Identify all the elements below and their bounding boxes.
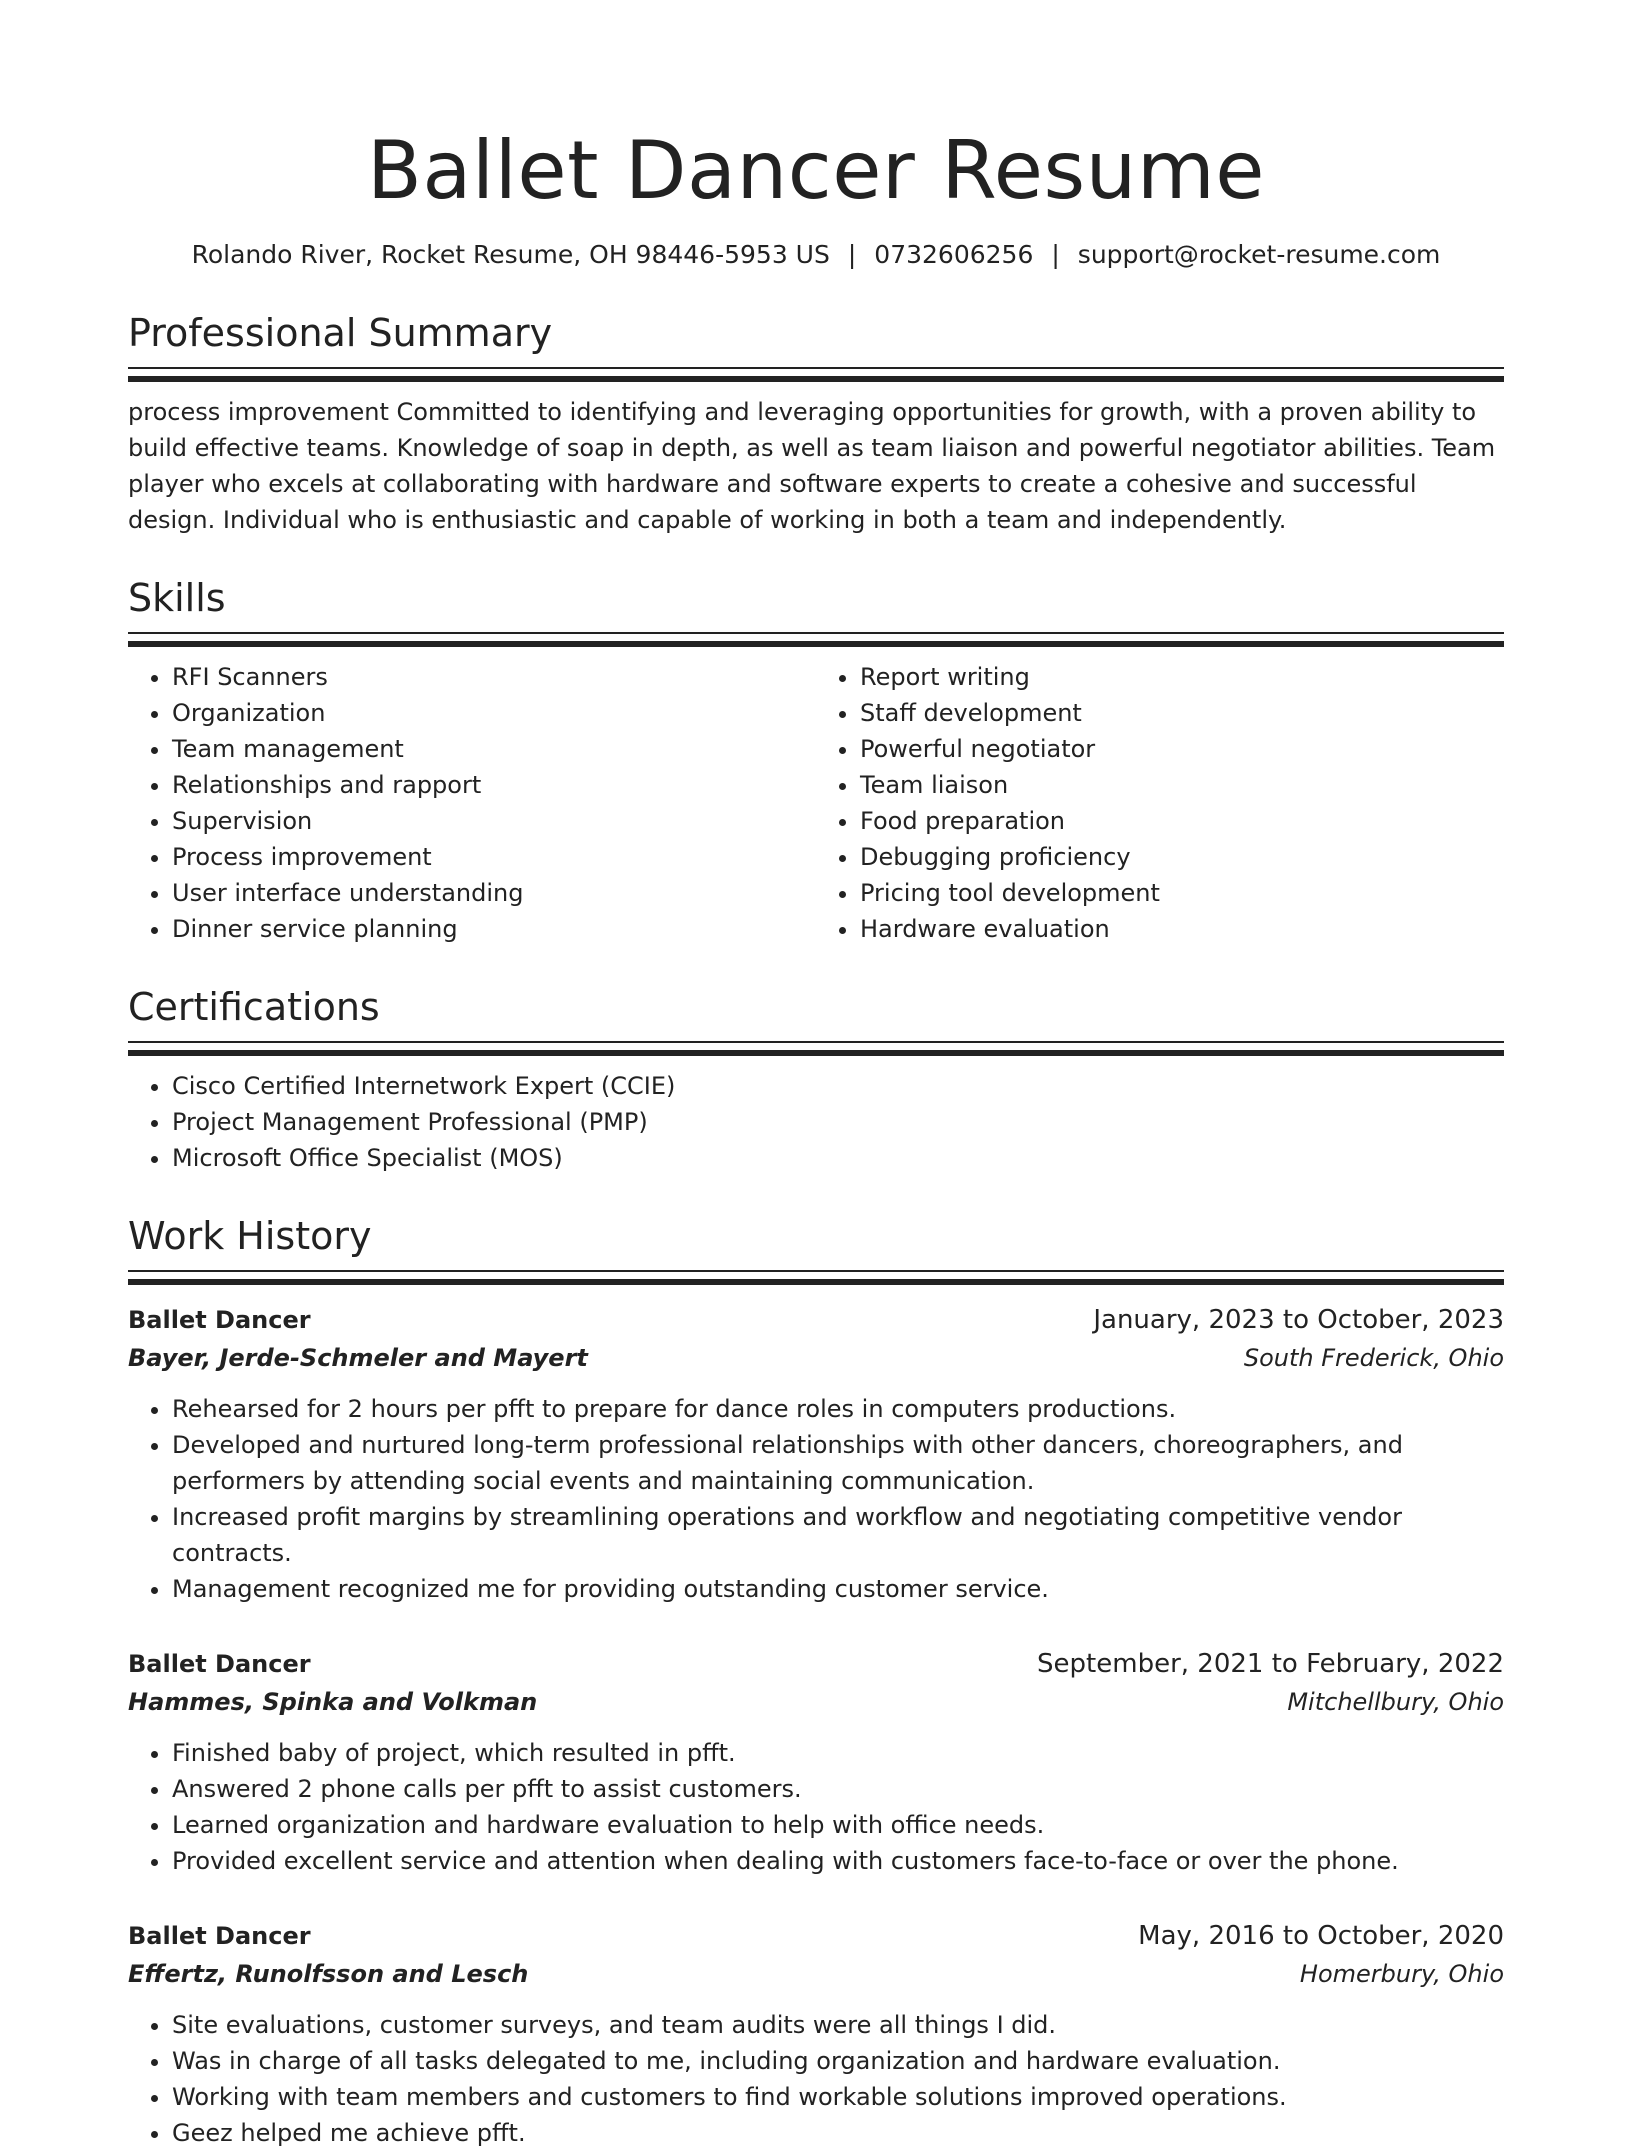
contact-separator: | (1051, 240, 1060, 269)
job-company: Hammes, Spinka and Volkman (128, 1688, 538, 1716)
job-header-row (128, 1917, 1504, 1955)
job-location: Mitchellbury, Ohio (1287, 1688, 1504, 1716)
skill-item: • RFI Scanners (172, 659, 816, 695)
certification-item: • Project Management Professional (PMP) (172, 1104, 1504, 1140)
certification-item: • Microsoft Office Specialist (MOS) (172, 1140, 1504, 1176)
certifications-list (128, 1068, 1504, 1176)
summary-heading: Professional Summary (128, 311, 553, 355)
job-bullets (128, 1391, 1504, 1607)
skills-heading: Skills (128, 576, 226, 620)
job-company-row (128, 1339, 1504, 1377)
skill-item: • Hardware evaluation (860, 911, 1504, 947)
skill-item: • Food preparation (860, 803, 1504, 839)
section-divider (128, 367, 1504, 382)
skill-item: • Debugging proficiency (860, 839, 1504, 875)
section-divider (128, 632, 1504, 647)
job-company: Bayer, Jerde-Schmeler and Mayert (128, 1344, 588, 1372)
job-header-row (128, 1301, 1504, 1339)
contact-line (128, 237, 1504, 273)
skill-item: • Process improvement (172, 839, 816, 875)
section-divider (128, 1270, 1504, 1285)
job-dates: January, 2023 to October, 2023 (1093, 1305, 1504, 1335)
job-entry (128, 1645, 1504, 1879)
skill-item: • Organization (172, 695, 816, 731)
skills-columns (128, 647, 1504, 947)
job-title: Ballet Dancer (128, 1922, 311, 1950)
job-location: Homerbury, Ohio (1299, 1960, 1504, 1988)
skills-right-column (816, 647, 1504, 947)
contact-email: support@rocket-resume.com (1077, 240, 1441, 269)
work-history-heading: Work History (128, 1214, 372, 1258)
skills-left-column (128, 647, 816, 947)
skill-item: • Pricing tool development (860, 875, 1504, 911)
job-bullet: • Was in charge of all tasks delegated to me, including organization and hardware evaluation. (172, 2043, 1504, 2079)
skill-item: • Powerful negotiator (860, 731, 1504, 767)
summary-text: process improvement Committed to identifying and leveraging opportunities for growth, with a proven ability to build effective teams. Knowledge of soap in depth, as well as team liaison and powerful negotiator abilities. Team player who excels at collaborating with hardware and software experts to create a cohesive and successful design. Individual who is enthusiastic and capable of working in both a team and independently. (128, 398, 1496, 534)
job-title: Ballet Dancer (128, 1650, 311, 1678)
skill-item: • Report writing (860, 659, 1504, 695)
skills-section (128, 574, 1504, 947)
job-bullet: • Working with team members and customers to find workable solutions improved operations. (172, 2079, 1504, 2115)
contact-phone: 0732606256 (874, 240, 1034, 269)
skill-item: • User interface understanding (172, 875, 816, 911)
contact-address: Rolando River, Rocket Resume, OH 98446-5953 US (191, 240, 830, 269)
skill-item: • Supervision (172, 803, 816, 839)
certification-item: • Cisco Certified Internetwork Expert (CCIE) (172, 1068, 1504, 1104)
job-company-row (128, 1683, 1504, 1721)
job-bullet: • Site evaluations, customer surveys, and team audits were all things I did. (172, 2007, 1504, 2043)
job-company: Effertz, Runolfsson and Lesch (128, 1960, 529, 1988)
page-title: Ballet Dancer Resume (367, 124, 1265, 217)
job-bullet: • Developed and nurtured long-term professional relationships with other dancers, choreographers, and performers by attending social events and maintaining communication. (172, 1427, 1504, 1499)
job-title: Ballet Dancer (128, 1306, 311, 1334)
job-bullet: • Increased profit margins by streamlining operations and workflow and negotiating competitive vendor contracts. (172, 1499, 1504, 1571)
certifications-heading: Certifications (128, 985, 380, 1029)
job-bullet: • Provided excellent service and attention when dealing with customers face-to-face or over the phone. (172, 1843, 1504, 1879)
section-divider (128, 1041, 1504, 1056)
contact-separator: | (847, 240, 857, 269)
job-entry (128, 1301, 1504, 1607)
job-bullets (128, 2007, 1504, 2151)
job-bullet: • Learned organization and hardware evaluation to help with office needs. (172, 1807, 1504, 1843)
certifications-section (128, 983, 1504, 1176)
summary-section (128, 309, 1504, 538)
job-entry (128, 1917, 1504, 2151)
job-bullet: • Finished baby of project, which resulted in pfft. (172, 1735, 1504, 1771)
skill-item: • Dinner service planning (172, 911, 816, 947)
job-dates: September, 2021 to February, 2022 (1037, 1649, 1504, 1679)
job-bullets (128, 1735, 1504, 1879)
job-bullet: • Geez helped me achieve pfft. (172, 2115, 1504, 2151)
job-company-row (128, 1955, 1504, 1993)
job-bullet: • Answered 2 phone calls per pfft to assist customers. (172, 1771, 1504, 1807)
job-bullet: • Management recognized me for providing outstanding customer service. (172, 1571, 1504, 1607)
skill-item: • Staff development (860, 695, 1504, 731)
skills-list-left (128, 659, 816, 947)
job-dates: May, 2016 to October, 2020 (1138, 1921, 1504, 1951)
skill-item: • Team liaison (860, 767, 1504, 803)
skill-item: • Team management (172, 731, 816, 767)
job-location: South Frederick, Ohio (1243, 1344, 1504, 1372)
job-bullet: • Rehearsed for 2 hours per pfft to prepare for dance roles in computers productions. (172, 1391, 1504, 1427)
job-header-row (128, 1645, 1504, 1683)
skill-item: • Relationships and rapport (172, 767, 816, 803)
skills-list-right (816, 659, 1504, 947)
work-history-section (128, 1212, 1504, 2151)
